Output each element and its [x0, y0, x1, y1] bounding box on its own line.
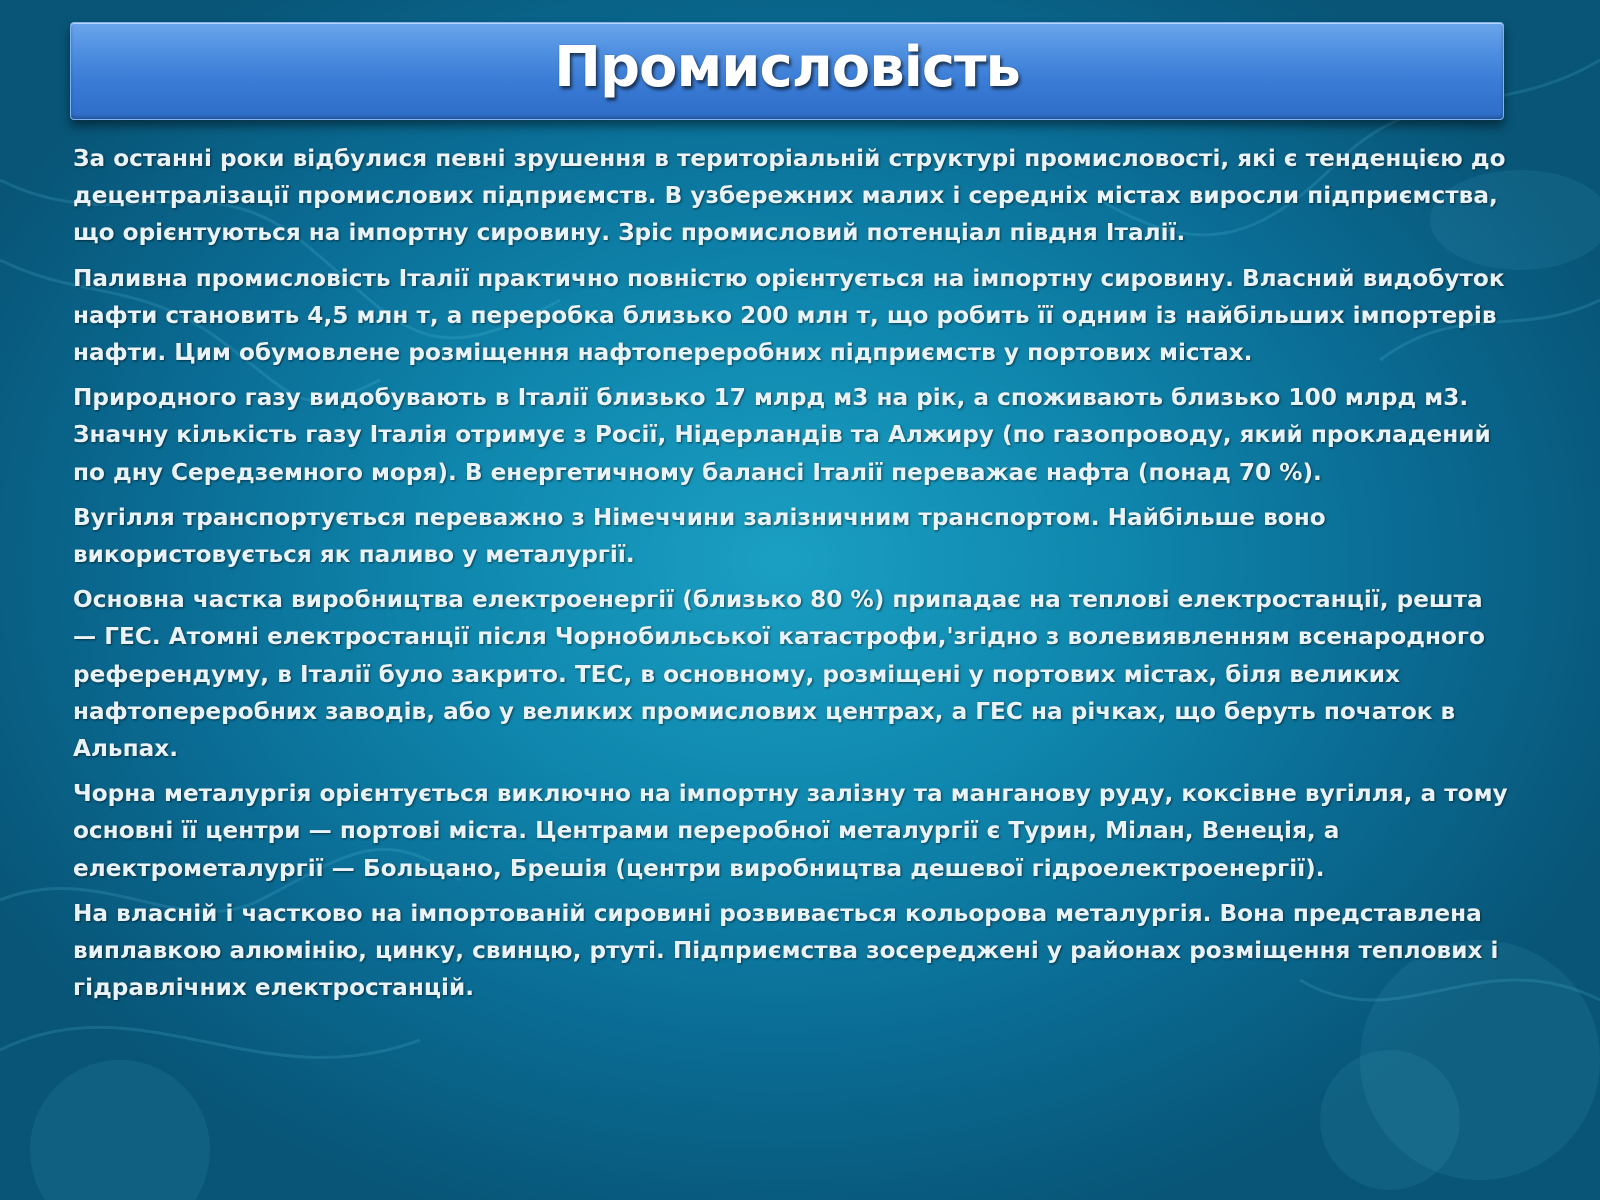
slide-body	[73, 140, 1513, 1014]
paragraph-7: На власній і частково на імпортованій сировині розвивається кольорова металургія. Вона представлена виплавкою алюмінію, цинку, свинцю, ртуті. Підприємства зосереджені у районах розміщення теплових і гідравлічних електростанцій.	[73, 899, 1499, 1002]
title-banner	[70, 22, 1504, 120]
paragraph-2: Паливна промисловість Італії практично повністю орієнтується на імпортну сировину. Власний видобуток нафти становить 4,5 млн т, а переробка близько 200 млн т, що робить її одним із найбільших імпортерів нафти. Цим обумовлене розміщення нафтопереробних підприємств у портових містах.	[73, 264, 1505, 367]
slide-title: Промисловість	[554, 35, 1020, 100]
paragraph-3: Природного газу видобувають в Італії близько 17 млрд м3 на рік, а споживають близько 100 млрд м3. Значну кількість газу Італія отримує з Росії, Нідерландів та Алжиру (по газопроводу, який прокладений по дну Середземного моря). В енергетичному балансі Італії переважає нафта (понад 70 %).	[73, 384, 1491, 486]
paragraph-6: Чорна металургія орієнтується виключно на імпортну залізну та манганову руду, коксівне вугілля, а тому основні її центри — портові міста. Центрами переробної металургії є Турин, Мілан, Венеція, а електрометалургії — Больцано, Брешія (центри виробництва дешевої гідроелектроенергії).	[73, 780, 1508, 882]
paragraph-5: Основна частка виробництва електроенергії (близько 80 %) припадає на теплові електростанції, решта — ГЕС. Атомні електростанції після Чорнобильської катастрофи,'згідно з волевиявленням всенародного референдуму, в Італії було закрито. ТЕС, в основному, розміщені у портових містах, біля великих нафтопереробних заводів, або у великих промислових центрах, а ГЕС на річках, що беруть початок в Альпах.	[73, 586, 1485, 763]
paragraph-4: Вугілля транспортується переважно з Німеччини залізничним транспортом. Найбільше воно використовується як паливо у металургії.	[73, 503, 1326, 569]
paragraph-1: За останні роки відбулися певні зрушення в територіальній структурі промисловості, які є тенденцією до децентралізації промислових підприємств. В узбережних малих і середніх містах виросли підприємства, що орієнтуються на імпортну сировину. Зріс промисловий потенціал півдня Італії.	[73, 145, 1506, 247]
